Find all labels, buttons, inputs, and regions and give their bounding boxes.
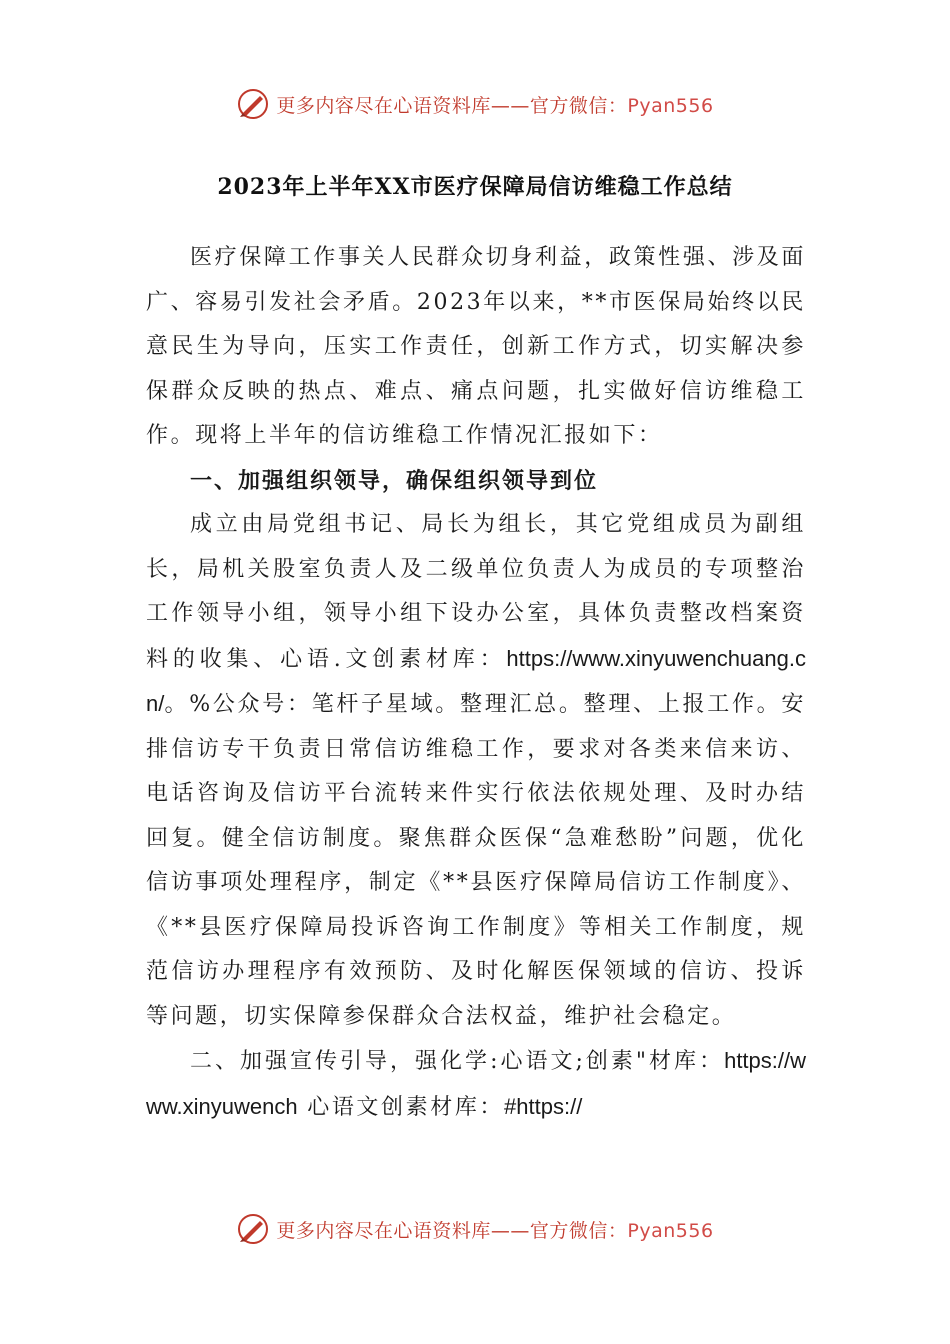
watermark-banner-bottom bbox=[0, 1207, 950, 1251]
section-1-url: https://www.xinyuwenchuang.cn/ bbox=[146, 645, 806, 716]
section-2-url-b: #https:// bbox=[504, 1093, 583, 1119]
document-title: 2023年上半年XX市医疗保障局信访维稳工作总结 bbox=[217, 174, 733, 200]
pen-logo-icon bbox=[236, 87, 270, 121]
pen-logo-icon bbox=[236, 1212, 270, 1246]
document-body bbox=[146, 236, 806, 1130]
section-2-text-a: 二、加强宣传引导，强化学:心语文;创素"材库： bbox=[190, 1049, 725, 1074]
section-1-text-b: 。%公众号：笔杆子星域。整理汇总。整理、上报工作。安排信访专干负责日常信访维稳工作，要求对各类来信来访、电话咨询及信访平台流转来件实行依法依规处理、及时办结回复。健全信访制度。聚焦群众医保“急难愁盼”问题，优化信访事项处理程序，制定《**县医疗保障局信访工作制度》、《**县医疗保障局投诉咨询工作制度》等相关工作制度，规范信访办理程序有效预防、及时化解医保领域的信访、投诉等问题，切实保障参保群众合法权益，维护社会稳定。 bbox=[146, 692, 806, 1029]
watermark-banner-top bbox=[0, 82, 950, 126]
wechat-id: Pyan556 bbox=[627, 94, 714, 117]
section-1-paragraph bbox=[146, 503, 806, 1039]
watermark-text: 更多内容尽在心语资料库——官方微信：Pyan556 bbox=[276, 1219, 714, 1242]
section-2-paragraph bbox=[146, 1039, 806, 1130]
watermark-text: 更多内容尽在心语资料库——官方微信：Pyan556 bbox=[276, 94, 714, 117]
section-1-heading: 一、加强组织领导，确保组织领导到位 bbox=[190, 467, 599, 494]
section-2-text-b: 心语文创素材库： bbox=[297, 1094, 505, 1120]
section-1-text-a: 成立由局党组书记、局长为组长，其它党组成员为副组长，局机关股室负责人及二级单位负责人为成员的专项整治工作领导小组，领导小组下设办公室，具体负责整改档案资料的收集、心语.文创素材库： bbox=[146, 512, 806, 672]
section-2-url: https://www.xinyuwench bbox=[146, 1048, 806, 1119]
intro-paragraph: 医疗保障工作事关人民群众切身利益，政策性强、涉及面广、容易引发社会矛盾。2023年以来，**市医保局始终以民意民生为导向，压实工作责任，创新工作方式，切实解决参保群众反映的热点、难点、痛点问题，扎实做好信访维稳工作。现将上半年的信访维稳工作情况汇报如下： bbox=[146, 245, 806, 448]
wechat-id: Pyan556 bbox=[627, 1219, 714, 1242]
